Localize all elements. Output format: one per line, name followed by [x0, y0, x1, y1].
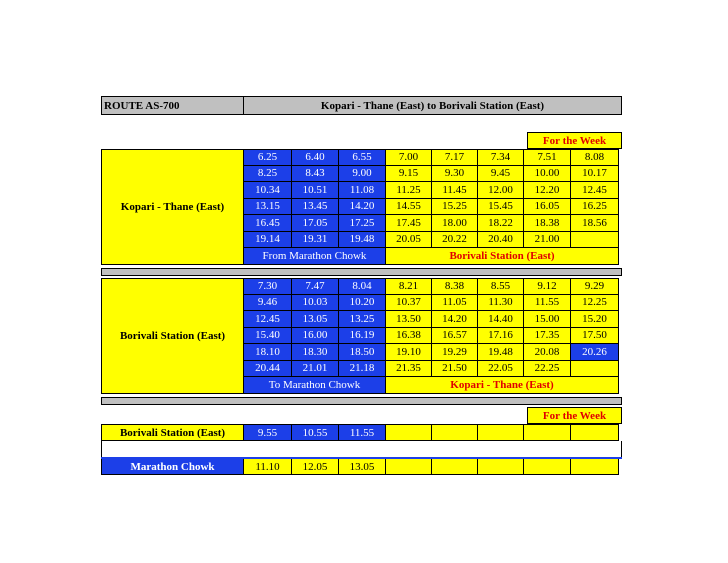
time-row: [244, 311, 619, 328]
time-cell: 15.40: [244, 328, 292, 345]
time-cell: 10.55: [292, 424, 339, 441]
time-cell: 8.25: [244, 166, 292, 183]
time-cell: 6.40: [292, 149, 339, 166]
time-cell: 20.05: [386, 232, 432, 249]
time-cell: 16.25: [571, 199, 619, 216]
time-row: [244, 278, 619, 295]
time-cell: 7.00: [386, 149, 432, 166]
stop-label-marathon-chowk: Marathon Chowk: [101, 459, 244, 475]
time-row: [244, 215, 619, 232]
time-cell: 18.10: [244, 344, 292, 361]
time-cell: 18.30: [292, 344, 339, 361]
time-cell: 14.20: [432, 311, 478, 328]
time-cell: 17.16: [478, 328, 524, 345]
time-row: [244, 328, 619, 345]
time-cell: 16.19: [339, 328, 386, 345]
time-row: [244, 166, 619, 183]
time-cell: 12.45: [571, 182, 619, 199]
time-row: [244, 149, 619, 166]
time-cell: [432, 459, 478, 475]
time-cell: 16.45: [244, 215, 292, 232]
time-cell: 9.29: [571, 278, 619, 295]
time-cell: 19.48: [339, 232, 386, 249]
time-cell: 17.35: [524, 328, 571, 345]
time-cell: 7.51: [524, 149, 571, 166]
time-cell: 22.05: [478, 361, 524, 378]
time-row: [244, 459, 619, 475]
time-cell: 15.20: [571, 311, 619, 328]
time-cell: 20.22: [432, 232, 478, 249]
section1-footer: [244, 248, 622, 265]
section2-footer: [244, 377, 622, 394]
time-cell: 9.15: [386, 166, 432, 183]
time-cell: 22.25: [524, 361, 571, 378]
time-cell: [478, 424, 524, 441]
time-cell: 8.43: [292, 166, 339, 183]
time-cell: [571, 459, 619, 475]
time-row: [244, 424, 619, 441]
time-cell: 16.00: [292, 328, 339, 345]
time-cell: 13.05: [292, 311, 339, 328]
time-cell: 12.00: [478, 182, 524, 199]
time-cell: 13.25: [339, 311, 386, 328]
time-cell: [524, 424, 571, 441]
route-number: ROUTE AS-700: [101, 96, 244, 115]
section-separator: [101, 397, 622, 405]
time-cell: 10.00: [524, 166, 571, 183]
time-cell: 7.30: [244, 278, 292, 295]
for-the-week-label: For the Week: [527, 132, 622, 149]
time-row: [244, 199, 619, 216]
time-cell: 9.00: [339, 166, 386, 183]
time-cell: 11.55: [524, 295, 571, 312]
time-cell: 12.45: [244, 311, 292, 328]
time-cell: 17.05: [292, 215, 339, 232]
time-cell: 16.38: [386, 328, 432, 345]
destination-borivali: Borivali Station (East): [386, 248, 619, 265]
time-cell: 8.04: [339, 278, 386, 295]
time-cell: 10.34: [244, 182, 292, 199]
time-cell: 13.15: [244, 199, 292, 216]
time-cell: 19.31: [292, 232, 339, 249]
time-cell: 20.08: [524, 344, 571, 361]
time-cell: 10.03: [292, 295, 339, 312]
time-cell: 8.08: [571, 149, 619, 166]
time-cell: [571, 361, 619, 378]
time-cell: 14.55: [386, 199, 432, 216]
time-cell: 9.30: [432, 166, 478, 183]
time-cell: 12.05: [292, 459, 339, 475]
destination-kopari: Kopari - Thane (East): [386, 377, 619, 394]
time-cell: 18.00: [432, 215, 478, 232]
time-cell: 13.45: [292, 199, 339, 216]
time-cell: 7.17: [432, 149, 478, 166]
time-cell: 20.40: [478, 232, 524, 249]
time-cell: 9.46: [244, 295, 292, 312]
time-row: [244, 182, 619, 199]
time-cell: 9.12: [524, 278, 571, 295]
time-cell: 11.45: [432, 182, 478, 199]
time-cell: 18.22: [478, 215, 524, 232]
time-cell: 10.17: [571, 166, 619, 183]
time-row: [244, 232, 619, 249]
time-cell: [571, 424, 619, 441]
time-cell: [386, 424, 432, 441]
stop-label-borivali-weekly: Borivali Station (East): [101, 424, 244, 441]
time-cell: 11.55: [339, 424, 386, 441]
time-cell: 8.55: [478, 278, 524, 295]
time-cell: 6.25: [244, 149, 292, 166]
time-cell: 21.35: [386, 361, 432, 378]
time-cell: 9.55: [244, 424, 292, 441]
time-cell: 13.50: [386, 311, 432, 328]
time-cell: 8.38: [432, 278, 478, 295]
time-cell: 17.50: [571, 328, 619, 345]
time-cell: 12.20: [524, 182, 571, 199]
time-cell: 7.47: [292, 278, 339, 295]
time-cell: 14.40: [478, 311, 524, 328]
to-marathon-chowk: To Marathon Chowk: [244, 377, 386, 394]
time-cell: 10.37: [386, 295, 432, 312]
time-cell: 14.20: [339, 199, 386, 216]
time-cell: 11.05: [432, 295, 478, 312]
time-cell: 8.21: [386, 278, 432, 295]
time-cell: 20.44: [244, 361, 292, 378]
time-cell: 12.25: [571, 295, 619, 312]
route-header: [101, 96, 622, 115]
time-cell: 11.08: [339, 182, 386, 199]
time-cell: 11.30: [478, 295, 524, 312]
route-title: Kopari - Thane (East) to Borivali Station (East): [244, 96, 622, 115]
time-cell: 10.51: [292, 182, 339, 199]
time-cell: 15.45: [478, 199, 524, 216]
time-cell: [524, 459, 571, 475]
time-cell: [571, 232, 619, 249]
from-marathon-chowk: From Marathon Chowk: [244, 248, 386, 265]
stop-label-borivali: Borivali Station (East): [101, 278, 244, 394]
time-cell: [386, 459, 432, 475]
time-cell: 16.05: [524, 199, 571, 216]
time-cell: 18.50: [339, 344, 386, 361]
time-cell: 16.57: [432, 328, 478, 345]
time-row: [244, 361, 619, 378]
time-cell: 10.20: [339, 295, 386, 312]
spacer-row: [101, 441, 622, 457]
time-row: [244, 295, 619, 312]
time-row: [244, 344, 619, 361]
time-cell: [478, 459, 524, 475]
time-cell: 21.01: [292, 361, 339, 378]
time-cell: 19.29: [432, 344, 478, 361]
time-cell: 13.05: [339, 459, 386, 475]
time-cell: 19.48: [478, 344, 524, 361]
time-cell: 21.00: [524, 232, 571, 249]
for-the-week-label: For the Week: [527, 407, 622, 424]
time-cell: 9.45: [478, 166, 524, 183]
time-cell: 11.10: [244, 459, 292, 475]
time-cell: 21.18: [339, 361, 386, 378]
time-cell: 15.25: [432, 199, 478, 216]
time-cell: 6.55: [339, 149, 386, 166]
time-cell: 7.34: [478, 149, 524, 166]
time-cell: 19.10: [386, 344, 432, 361]
time-cell: 18.56: [571, 215, 619, 232]
time-cell: 11.25: [386, 182, 432, 199]
time-cell: 17.45: [386, 215, 432, 232]
time-cell: 19.14: [244, 232, 292, 249]
time-cell: 21.50: [432, 361, 478, 378]
time-cell: 18.38: [524, 215, 571, 232]
time-cell: 20.26: [571, 344, 619, 361]
time-cell: 15.00: [524, 311, 571, 328]
section-separator: [101, 268, 622, 276]
time-cell: 17.25: [339, 215, 386, 232]
stop-label-kopari: Kopari - Thane (East): [101, 149, 244, 265]
time-cell: [432, 424, 478, 441]
